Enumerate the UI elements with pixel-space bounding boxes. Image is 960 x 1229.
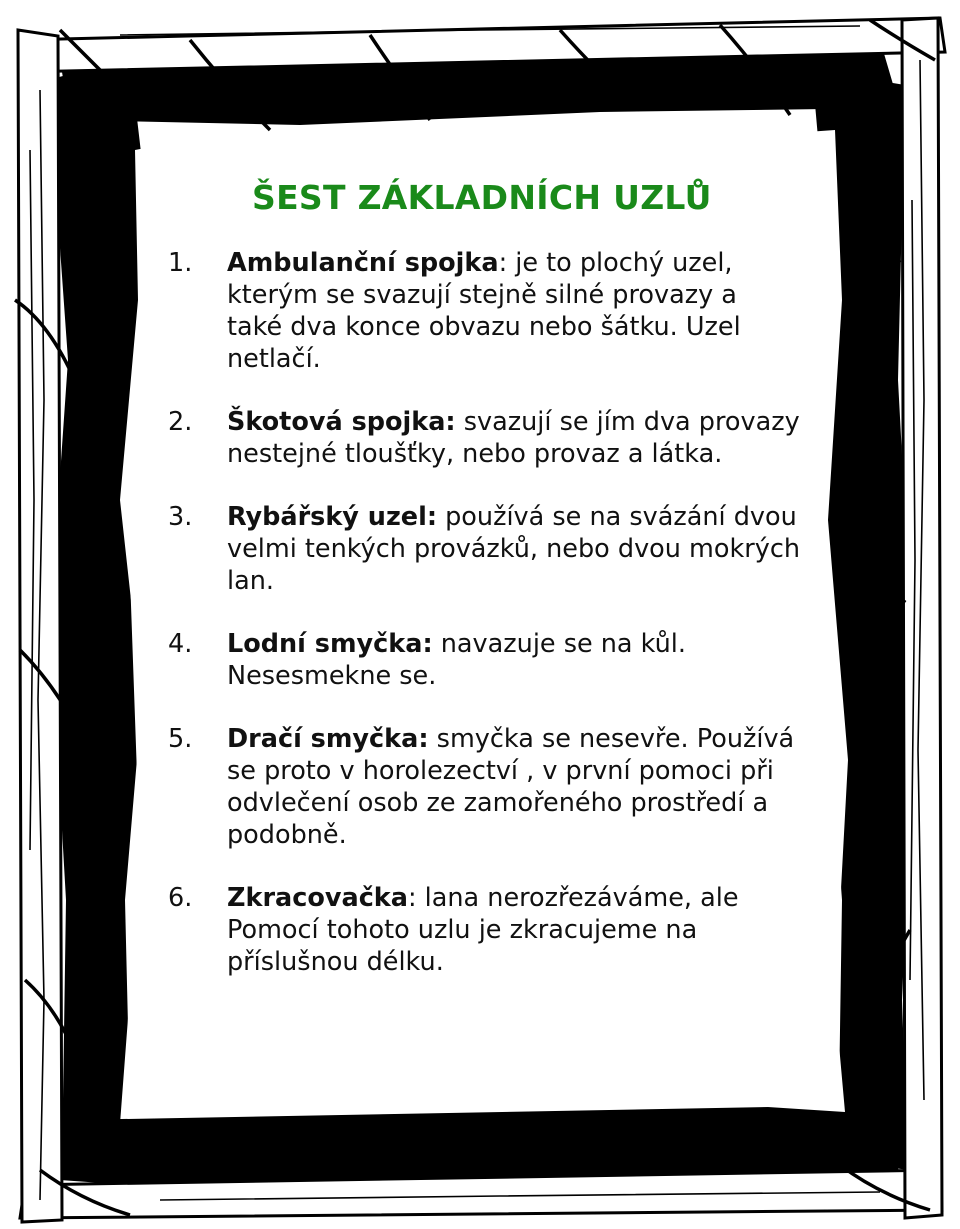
item-number: 5. [168,724,193,754]
list-item [160,723,800,851]
item-number: 2. [168,407,193,437]
item-term: Dračí smyčka: [227,724,429,754]
item-term: Rybářský uzel: [227,502,438,532]
list-item [160,501,800,597]
page-title: ŠEST ZÁKLADNÍCH UZLŮ [252,178,712,217]
item-description: smyčka se nesevře. Používá se proto v horolezectví , v první pomoci při odvlečení osob ze zamořeného prostředí a podobně. [227,724,795,850]
list-item [160,406,800,470]
item-term: Zkracovačka [227,883,408,913]
item-term: Lodní smyčka: [227,629,433,659]
list-item [160,247,800,375]
list-item [160,882,800,978]
item-description: svazují se jím dva provazy nestejné tloušťky, nebo provaz a látka. [227,407,800,469]
item-number: 1. [168,248,193,278]
item-term: Ambulanční spojka [227,248,499,278]
item-description: navazuje se na kůl. Nesesmekne se. [227,629,687,691]
knots-list [160,247,800,978]
item-number: 4. [168,629,193,659]
item-number: 3. [168,502,193,532]
item-term: Škotová spojka: [227,407,456,437]
item-description: : je to plochý uzel, kterým se svazují stejně silné provazy a také dva konce obvazu nebo šátku. Uzel netlačí. [227,248,741,374]
knots-document [160,178,800,1009]
item-number: 6. [168,883,193,913]
item-description: používá se na svázání dvou velmi tenkých provázků, nebo dvou mokrých lan. [227,502,801,596]
item-description: : lana nerozřezáváme, ale Pomocí tohoto uzlu je zkracujeme na příslušnou délku. [227,883,739,977]
list-item [160,628,800,692]
